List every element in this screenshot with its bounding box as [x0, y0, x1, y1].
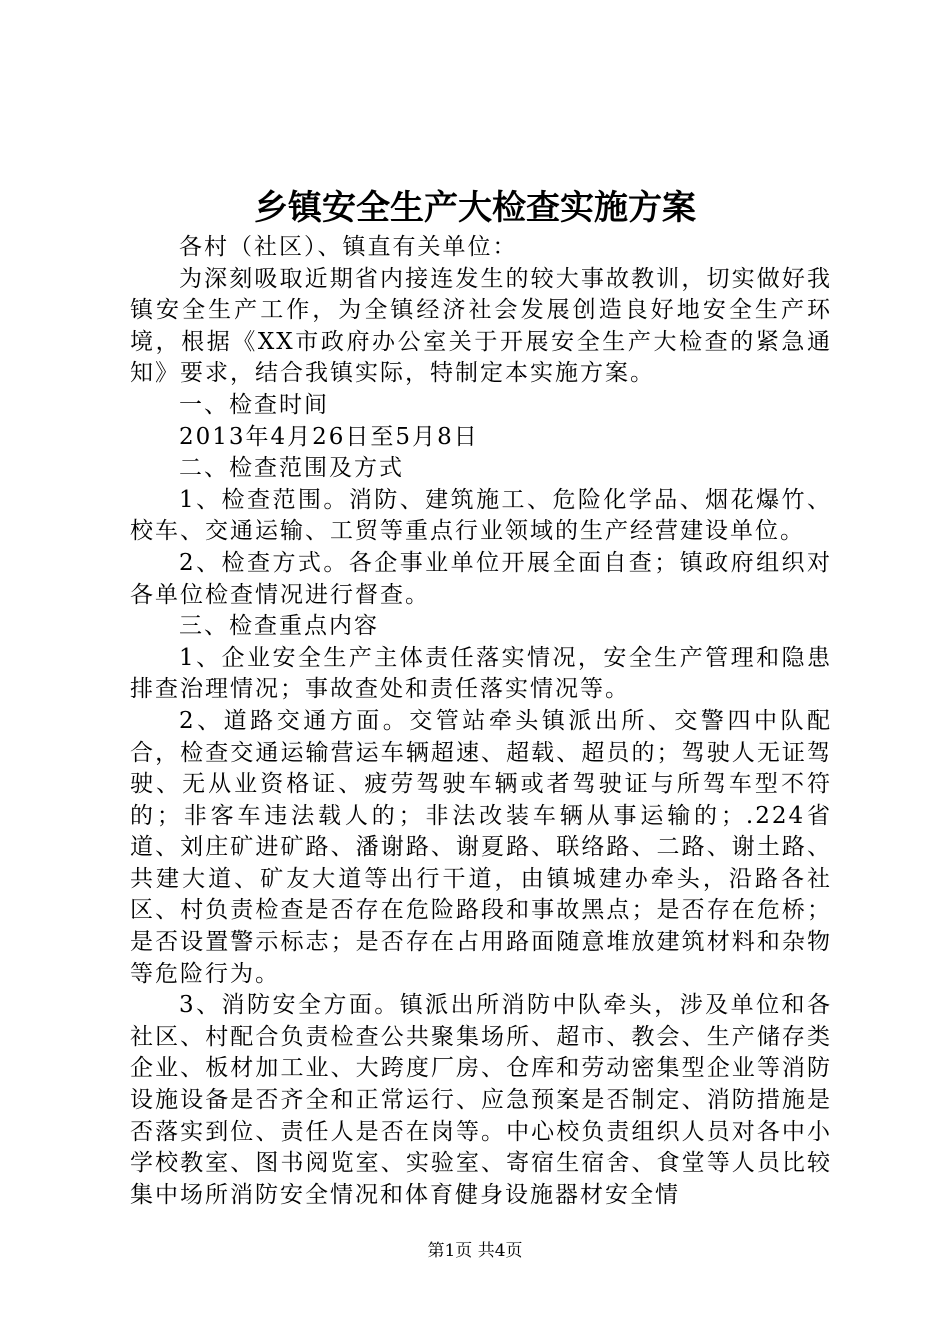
inspection-date-range: 2013年4月26日至5月8日 [179, 423, 479, 450]
section-heading-inspection-time: 一、检查时间 [179, 391, 329, 418]
page-number-footer: 第1页 共4页 [427, 1241, 523, 1261]
document-title: 乡镇安全生产大检查实施方案 [254, 188, 696, 228]
section-heading-key-content: 三、检查重点内容 [179, 613, 379, 640]
method-paragraph: 2、检查方式。各企事业单位开展全面自查；镇政府组织对各单位检查情况进行督查。 [130, 549, 832, 608]
scope-paragraph: 1、检查范围。消防、建筑施工、危险化学品、烟花爆竹、校车、交通运输、工贸等重点行业领域的生产经营建设单位。 [130, 486, 832, 545]
key-content-item-1: 1、企业安全生产主体责任落实情况，安全生产管理和隐患排查治理情况；事故查处和责任落实情况等。 [130, 644, 832, 703]
section-heading-scope-and-method: 二、检查范围及方式 [179, 455, 404, 482]
intro-paragraph: 为深刻吸取近期省内接连发生的较大事故教训，切实做好我镇安全生产工作，为全镇经济社会发展创造良好地安全生产环境，根据《XX市政府办公室关于开展安全生产大检查的紧急通知》要求，结合我镇实际，特制定本实施方案。 [130, 265, 832, 387]
salutation: 各村（社区）、镇直有关单位： [179, 234, 518, 260]
key-content-item-3-fire-safety: 3、消防安全方面。镇派出所消防中队牵头，涉及单位和各社区、村配合负责检查公共聚集场所、超市、教会、生产储存类企业、板材加工业、大跨度厂房、仓库和劳动密集型企业等消防设施设备是否齐全和正常运行、应急预案是否制定、消防措施是否落实到位、责任人是否在岗等。中心校负责组织人员对各中小学校教室、图书阅览室、实验室、寄宿生宿舍、食堂等人员比较集中场所消防安全情况和体育健身设施器材安全情 [130, 992, 832, 1208]
key-content-item-2-traffic: 2、道路交通方面。交管站牵头镇派出所、交警四中队配合，检查交通运输营运车辆超速、超载、超员的；驾驶人无证驾驶、无从业资格证、疲劳驾驶车辆或者驾驶证与所驾车型不符的；非客车违法载人的；非法改装车辆从事运输的；.224省道、刘庄矿进矿路、潘谢路、谢夏路、联络路、二路、谢土路、共建大道、矿友大道等出行干道，由镇城建办牵头，沿路各社区、村负责检查是否存在危险路段和事故黑点；是否存在危桥；是否设置警示标志；是否存在占用路面随意堆放建筑材料和杂物等危险行为。 [130, 707, 832, 987]
document-body [130, 232, 832, 1211]
